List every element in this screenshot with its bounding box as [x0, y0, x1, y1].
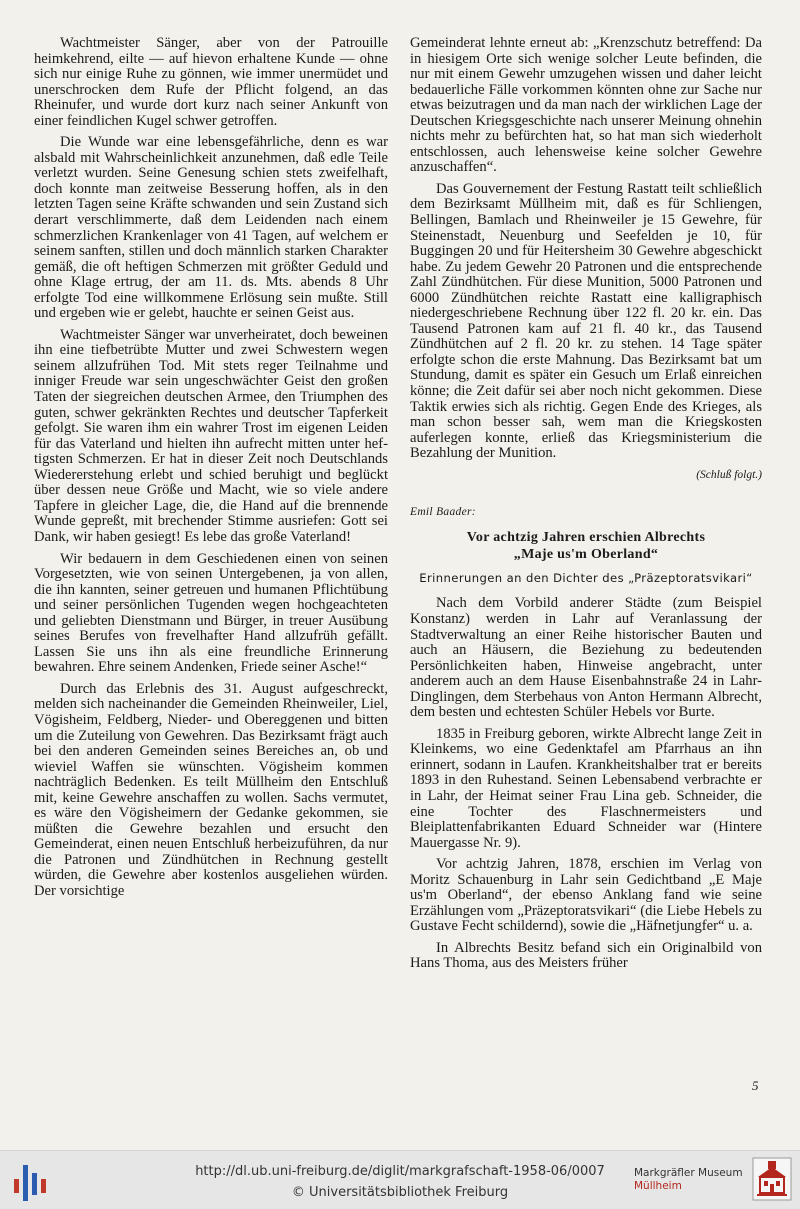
- museum-name: Markgräfler Museum: [634, 1167, 743, 1179]
- paragraph: Durch das Erlebnis des 31. August aufgeschreckt, melden sich nacheinander die Gemeinden Rheinweiler, Liel, Vögisheim, Feldberg, Nieder- und Obereggenen und bitten um die Zuteilung von Gewehren. Das Bezirksamt frägt auch bei den anderen Gemeinden seines Bereiches an, ob und wieviel Waffen sie wünschten. Vögisheim kommen nachträglich Bedenken. Es teilt Müllheim den Entschluß mit, keine Gewehre anschaffen zu wollen. Sachs vermutet, es wäre den Vögisheimern der Gedanke gekommen, sie müßten die Gewehre bezahlen und ersucht den Gemeinderat, einen neuen Entschluß herbeizuführen, da nur die Patronen und Zündhütchen in Rechnung gestellt würden, die Gewehre aber kostenlos ausgeliehen würden. Der vorsichtige: [34, 680, 388, 899]
- paragraph: 1835 in Freiburg geboren, wirkte Albrecht lange Zeit in Kleinkems, wo eine Gedenktafel am Pfarrhaus an ihn erinnert, sodann in Laufen. Krankheitshalber trat er bereits 1893 in den Ruhestand. Seinen Lebensabend verbrachte er in Lahr, der Heimat seiner Frau Lina geb. Schneider, die eine Tochter des Flaschnermeisters und Bleiplattenfabrikanten Eduard Schneider war (Hintere Mauergasse Nr. 9).: [410, 725, 762, 851]
- museum-city: Müllheim: [634, 1180, 682, 1192]
- paragraph: Gemeinderat lehnte erneut ab: „Krenzschutz betreffend: Da in hiesigem Orte sich wenige solcher Leute befinden, die nur mit einem Gewehr umzugehen wissen und daher leicht bedauerliche Fälle vorkommen könnten ohne zur Sache nur etwas beizutragen und da man nach der wirklichen Lage der Deutschen Kriegsgeschichte nach unserer Meinung ohnehin nichts mehr zu befürchten hat, so hat man sich wiederholt entschlossen, auch lehensweise keine solcher Gewehre anzuschaffen“.: [410, 35, 762, 176]
- museum-building-logo-icon: [752, 1157, 792, 1201]
- continuation-note: (Schluß folgt.): [696, 468, 762, 481]
- article-title-line: Vor achtzig Jahren erschien Albrechts: [466, 529, 706, 545]
- document-link[interactable]: http://dl.ub.uni-freiburg.de/diglit/markgrafschaft-1958-06/0007: [195, 1164, 605, 1179]
- paragraph: Nach dem Vorbild anderer Städte (zum Beispiel Konstanz) werden in Lahr auf Veranlassung der Stadtverwaltung an einer Reihe historischer Bauten und auch an Häusern, die Beziehung zu bedeutenden Persönlichkeiten haben, Hinweise angebracht, unter anderem auch an dem Hause Eisenbahnstraße 24 in Lahr-Dinglingen, dem Sterbehaus von Anton Hermann Albrecht, dem besten und echtesten Schüler Hebels vor Burte.: [410, 595, 762, 721]
- paragraph: Wachtmeister Sänger, aber von der Patrouille heimkehrend, eilte — auf hievon erhaltene Kunde — ohne sich nur einige Ruhe zu gönnen, wie immer unermüdet und unerschrocken dem Rufe der Pflicht folgend, an das Rheinufer, und wurde dort kurz nach seiner Ankunft von einer feindlichen Kugel schwer getroffen.: [34, 35, 388, 129]
- paragraph: In Albrechts Besitz befand sich ein Originalbild von Hans Thoma, aus des Meisters früher: [410, 939, 762, 972]
- museum-label: [634, 1167, 743, 1193]
- footer-bar: [0, 1150, 800, 1209]
- article-title-line: „Maje us'm Oberland“: [513, 546, 659, 562]
- page-number: 5: [752, 1078, 759, 1093]
- left-column: [34, 36, 388, 906]
- article-subtitle: Erinnerungen an den Dichter des „Präzeptoratsvikari“: [419, 570, 753, 585]
- paragraph: Wachtmeister Sänger war unverheiratet, doch beweinen ihn eine tiefbetrübte Mutter und zwei Schwestern wegen seinem allzufrühen Tod. Mit stets reger Teilnahme und inniger Freude war sein ungeschwächter Geist den großen Taten der siegreichen deutschen Armee, den Triumphen des guten, schwer gekränkten Rechtes und deutscher Tapferkeit gefolgt. Sie waren ihm ein wahrer Trost im eigenen Leiden für das Vaterland und hielten ihn aufrecht mitten unter heftigsten Schmerzen. Er hat in dieser Zeit noch Deutschlands Wiedererstehung erlebt und schied beruhigt und beglückt über dessen neue Größe und Macht, wie so viele andere Tapfere in gleicher Lage, die, die Hand auf die brennende Wunde gepreßt, mit brechender Stimme ausriefen: Gott sei Dank, wir haben gesiegt! Es lebe das große Vaterland!: [34, 326, 388, 545]
- paragraph: Das Gouvernement der Festung Rastatt teilt schließlich dem Bezirksamt Müllheim mit, daß es für Schliengen, Bellingen, Bamlach und Rheinweiler je 15 Gewehre, für Steinenstadt, Neuenburg und Seefelden je 10, für Buggingen 20 und für Heitersheim 30 Gewehre abgeschickt habe. Zu jedem Gewehr 20 Patronen und die entsprechende Zahl Zündhütchen. Für diese Munition, 5000 Patronen und 6000 Zündhütchen reichte Rastatt eine kalligraphisch niedergeschriebene Rechnung über 122 fl. 20 kr. ein. Das Tausend Patronen kam auf 21 fl. 40 kr., das Tausend Zündhütchen auf 2 fl. 20 kr. zu stehen. 14 Tage später erfolgte schon die erste Mahnung. Das Bezirksamt bat um Stundung, damit es später ein Gesuch um Erlaß einreichen könne; die Zeit dafür sei aber noch nicht gekommen. Diese Taktik erwies sich als richtig. Gegen Ende des Krieges, als man schon besser sah, wem man die Kriegskosten auferlegen konnte, erließ das Kriegsministerium die Bezahlung der Munition.: [410, 180, 762, 462]
- paragraph: Vor achtzig Jahren, 1878, erschien im Verlag von Moritz Schauenburg in Lahr sein Gedichtband „E Maje us'm Oberland“, der ebenso Anklang fand wie seine Erzählungen vom „Präzeptoratsvikari“ (die Liebe Hebels zu Gustave Fecht schildernd), sowie die „Häfnetjungfer“ u. a.: [410, 856, 762, 935]
- paragraph: Wir bedauern in dem Geschiedenen einen von seinen Vorgesetzten, wie von seinen Untergebenen, ja von allen, die ihn kannten, seiner getreuen und humanen Pflichtübung und seiner persönlichen Tugenden wegen hochgeachteten und geliebten Dienstmann und Bürger, in treuer Ausübung seines Berufes von frevelhafter Hand allzufrüh gefällt. Lassen Sie uns ihn als eine freundliche Erinnerung bewahren. Ehre seinem Andenken, Friede seiner Asche!“: [34, 550, 388, 676]
- paragraph: Die Wunde war eine lebensgefährliche, denn es war alsbald mit Wahrscheinlichkeit anzunehmen, daß edle Teile verletzt wurden. Seine Genesung schien stets zweifelhaft, doch konnte man zeitweise Besserung hoffen, als in den letzten Tagen seine Kräfte schwanden und sein Zustand sich derart verschlimmerte, daß dem Leidenden nach einem schmerzlichen Krankenlager von 41 Tagen, auf welchem er seinem sanften, stillen und doch männlich starken Charakter gemäß, die oft heftigen Schmerzen mit größter Geduld und ohne Klage ertrug, der am 11. ds. Mts. abends 8 Uhr erfolgte Tod eine willkommene Erlösung sein mußte. Still und ergeben wie er gelebt, hauchte er seinen Geist aus.: [34, 134, 388, 322]
- article-author: Emil Baader:: [410, 506, 476, 519]
- article-title: [410, 529, 762, 563]
- right-column: [410, 36, 762, 978]
- copyright-text: © Universitätsbibliothek Freiburg: [291, 1185, 509, 1200]
